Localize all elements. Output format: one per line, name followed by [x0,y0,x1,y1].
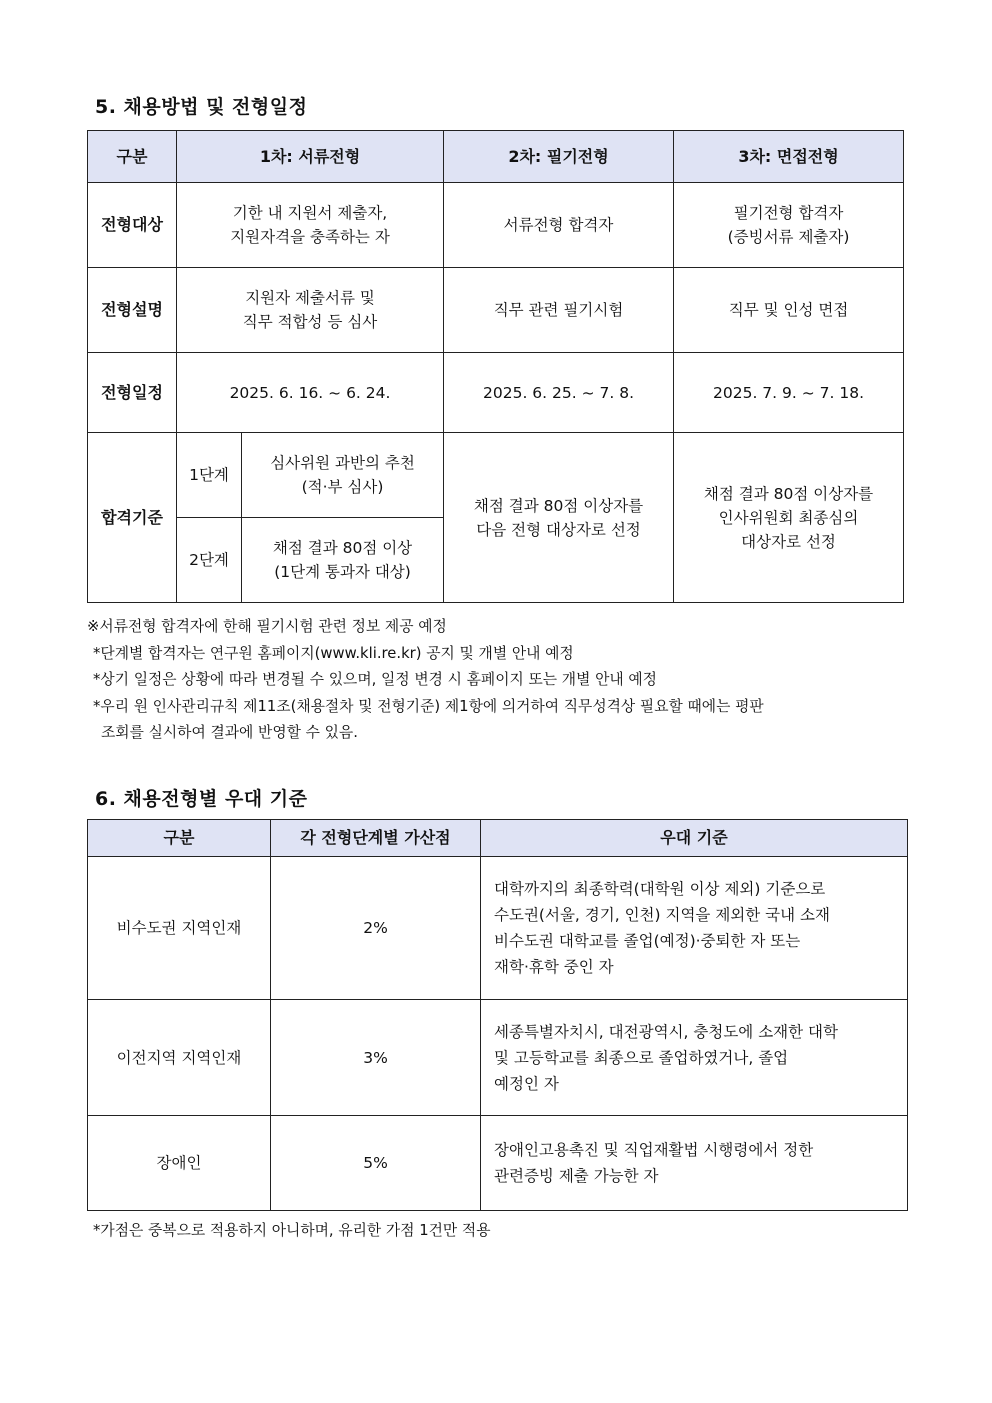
cell-interview-desc: 직무 및 인성 면접 [674,268,904,353]
table-row [88,183,904,268]
header-points: 각 전형단계별 가산점 [271,820,481,857]
cell-interview-schedule: 2025. 7. 9. ~ 7. 18. [674,353,904,433]
header-stage3: 3차: 면접전형 [674,131,904,183]
note-line: 조회를 실시하여 결과에 반영할 수 있음. [101,724,358,741]
category-cell: 이전지역 지역인재 [88,1000,271,1116]
row-label: 전형일정 [88,353,177,433]
cell-written-target: 서류전형 합격자 [444,183,674,268]
points-cell: 2% [271,857,481,1000]
section6-note [93,1218,491,1245]
table-row [88,353,904,433]
table-row [88,857,908,1000]
preference-table [87,819,908,1211]
header-stage1: 1차: 서류전형 [177,131,444,183]
cell-interview-criteria: 채점 결과 80점 이상자를 인사위원회 최종심의 대상자로 선정 [674,433,904,603]
cell-written-desc: 직무 관련 필기시험 [444,268,674,353]
section5-title: 5. 채용방법 및 전형일정 [95,96,308,118]
cell-doc-target: 기한 내 지원서 제출자, 지원자격을 충족하는 자 [177,183,444,268]
category-cell: 비수도권 지역인재 [88,857,271,1000]
row-label: 전형설명 [88,268,177,353]
note-line: ※서류전형 합격자에 한해 필기시험 관련 정보 제공 예정 [87,618,447,635]
criteria-cell: 대학까지의 최종학력(대학원 이상 제외) 기준으로 수도권(서울, 경기, 인천) 지역을 제외한 국내 소재 비수도권 대학교를 졸업(예정)·중퇴한 자 또는 재학·휴학 중인 자 [481,857,908,1000]
stage2-label: 2단계 [177,518,242,603]
row-label: 전형대상 [88,183,177,268]
cell-doc-schedule: 2025. 6. 16. ~ 6. 24. [177,353,444,433]
row-label: 합격기준 [88,433,177,603]
cell-interview-target: 필기전형 합격자 (증빙서류 제출자) [674,183,904,268]
table-row [88,433,904,518]
table-row [88,268,904,353]
table-row [88,1000,908,1116]
table-row [88,1116,908,1211]
cell-written-criteria: 채점 결과 80점 이상자를 다음 전형 대상자로 선정 [444,433,674,603]
header-criteria: 우대 기준 [481,820,908,857]
cell-written-schedule: 2025. 6. 25. ~ 7. 8. [444,353,674,433]
note-line: *가점은 중복으로 적용하지 아니하며, 유리한 가점 1건만 적용 [93,1222,491,1239]
cell-doc-desc: 지원자 제출서류 및 직무 적합성 등 심사 [177,268,444,353]
header-category: 구분 [88,131,177,183]
stage1-label: 1단계 [177,433,242,518]
header-stage2: 2차: 필기전형 [444,131,674,183]
stage2-text: 채점 결과 80점 이상 (1단계 통과자 대상) [242,518,444,603]
category-cell: 장애인 [88,1116,271,1211]
criteria-cell: 세종특별자치시, 대전광역시, 충청도에 소재한 대학 및 고등학교를 최종으로 졸업하였거나, 졸업 예정인 자 [481,1000,908,1116]
points-cell: 5% [271,1116,481,1211]
criteria-cell: 장애인고용촉진 및 직업재활법 시행령에서 정한 관련증빙 제출 가능한 자 [481,1116,908,1211]
section6-title: 6. 채용전형별 우대 기준 [95,788,308,810]
section5-notes [87,614,917,747]
note-line: *단계별 합격자는 연구원 홈페이지(www.kli.re.kr) 공지 및 개별 안내 예정 [93,644,574,662]
points-cell: 3% [271,1000,481,1116]
note-line: *우리 원 인사관리규칙 제11조(채용절차 및 전형기준) 제1항에 의거하여 직무성격상 필요할 때에는 평판 [93,697,764,715]
schedule-table [87,130,904,603]
stage1-text: 심사위원 과반의 추천 (적·부 심사) [242,433,444,518]
header-category: 구분 [88,820,271,857]
note-line: *상기 일정은 상황에 따라 변경될 수 있으며, 일정 변경 시 홈페이지 또는 개별 안내 예정 [93,671,657,688]
